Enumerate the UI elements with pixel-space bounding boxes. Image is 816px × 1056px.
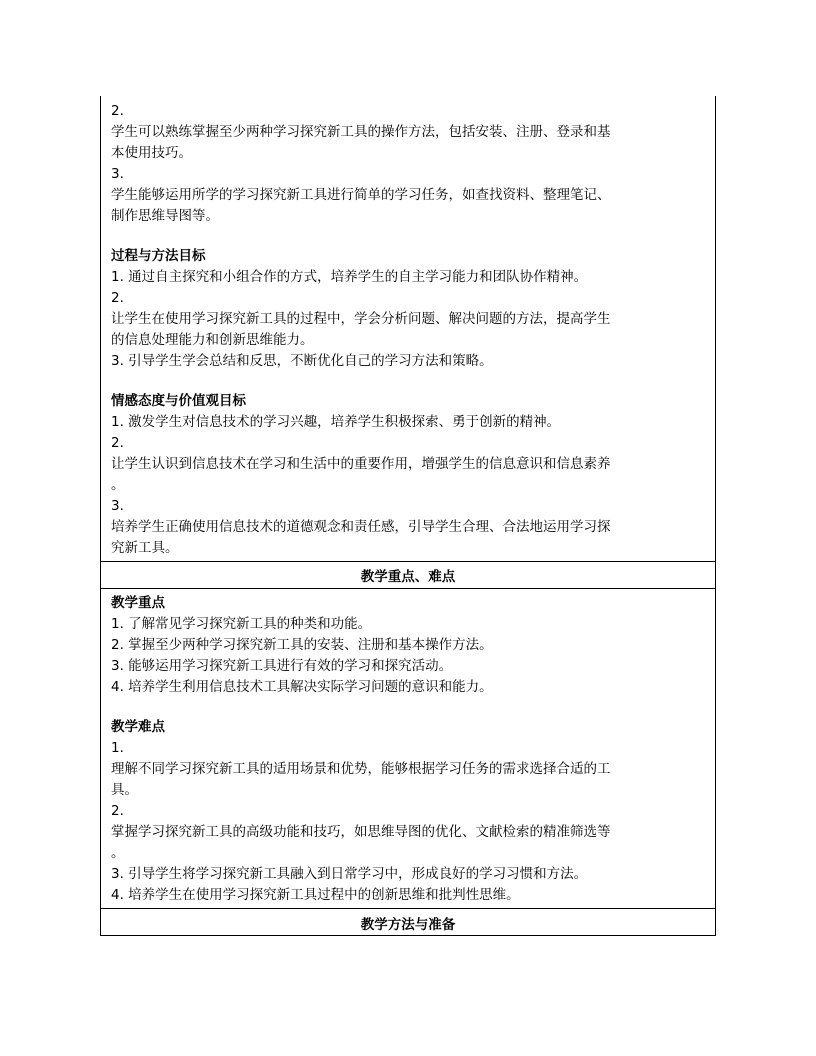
objectives-cell (101, 96, 715, 561)
text-line: 培养学生正确使用信息技术的道德观念和责任感，引导学生合理、合法地运用学习探 (111, 519, 611, 535)
section-header: 教学重点、难点 (360, 569, 456, 585)
text-line: 让学生在使用学习探究新工具的过程中，学会分析问题、解决问题的方法，提高学生 (111, 311, 611, 327)
text-line: 4. 培养学生在使用学习探究新工具过程中的创新思维和批判性思维。 (111, 887, 520, 903)
text-line: 3. (111, 166, 124, 182)
text-line: 2. (111, 803, 124, 819)
text-line: 1. 通过自主探究和小组合作的方式，培养学生的自主学习能力和团队协作精神。 (111, 269, 588, 285)
text-line: 3. 能够运用学习探究新工具进行有效的学习和探究活动。 (111, 658, 453, 674)
text-line: 的信息处理能力和创新思维能力。 (111, 332, 314, 348)
methods-header-row (101, 908, 715, 936)
text-line: 2. (111, 103, 124, 119)
text-line: 3. 引导学生将学习探究新工具融入到日常学习中，形成良好的学习习惯和方法。 (111, 866, 588, 882)
text-line: 本使用技巧。 (111, 145, 192, 161)
process-objectives-heading: 过程与方法目标 (111, 248, 206, 264)
text-line: 1. (111, 740, 124, 756)
lesson-plan-table (100, 96, 716, 936)
emotion-objectives-heading: 情感态度与价值观目标 (111, 393, 246, 409)
text-line: 2. (111, 290, 124, 306)
text-line: 。 (111, 477, 125, 493)
text-line: 3. (111, 498, 124, 514)
text-line: 掌握学习探究新工具的高级功能和技巧，如思维导图的优化、文献检索的精准筛选等 (111, 824, 611, 840)
text-line: 究新工具。 (111, 540, 179, 556)
text-line: 理解不同学习探究新工具的适用场景和优势，能够根据学习任务的需求选择合适的工 (111, 761, 611, 777)
text-line: 1. 了解常见学习探究新工具的种类和功能。 (111, 616, 372, 632)
key-difficult-header-row (101, 561, 715, 589)
difficult-points-heading: 教学难点 (111, 719, 165, 735)
text-line: 学生能够运用所学的学习探究新工具进行简单的学习任务，如查找资料、整理笔记、 (111, 187, 611, 203)
text-line: 2. (111, 435, 124, 451)
key-difficult-cell (101, 589, 715, 908)
key-points-heading: 教学重点 (111, 595, 165, 611)
text-line: 。 (111, 845, 125, 861)
text-line: 具。 (111, 782, 138, 798)
text-line: 让学生认识到信息技术在学习和生活中的重要作用，增强学生的信息意识和信息素养 (111, 456, 611, 472)
text-line: 学生可以熟练掌握至少两种学习探究新工具的操作方法，包括安装、注册、登录和基 (111, 124, 611, 140)
section-header: 教学方法与准备 (360, 916, 456, 933)
text-line: 1. 激发学生对信息技术的学习兴趣，培养学生积极探索、勇于创新的精神。 (111, 414, 561, 430)
text-line: 2. 掌握至少两种学习探究新工具的安装、注册和基本操作方法。 (111, 637, 493, 653)
text-line: 4. 培养学生利用信息技术工具解决实际学习问题的意识和能力。 (111, 679, 493, 695)
text-line: 制作思维导图等。 (111, 208, 219, 224)
text-line: 3. 引导学生学会总结和反思，不断优化自己的学习方法和策略。 (111, 353, 493, 369)
